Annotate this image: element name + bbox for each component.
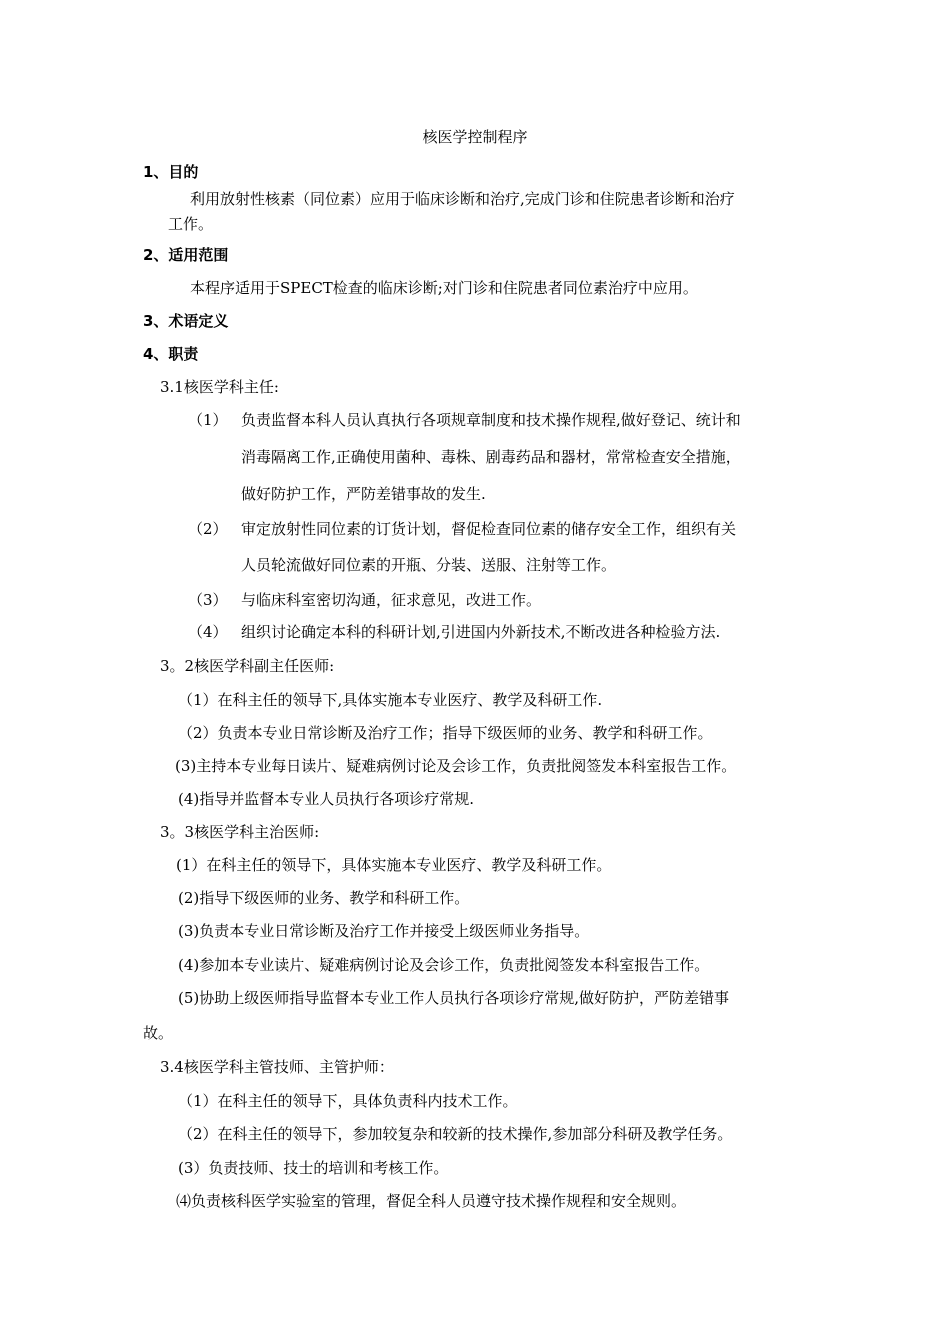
attending-item-continuation: 故。: [143, 1024, 174, 1042]
director-item-number: （4）: [188, 623, 228, 641]
section-heading-purpose: 1、目的: [143, 163, 199, 181]
paragraph-purpose-line-2: 工作。: [168, 215, 214, 233]
director-item-text: 消毒隔离工作,正确使用菌种、毒株、剧毒药品和器材，常常检查安全措施，: [241, 448, 741, 466]
subsection-heading-supervisor-tech: 3.4核医学科主管技师、主管护师：: [160, 1058, 394, 1076]
director-item-text: 组织讨论确定本科的科研计划,引进国内外新技术,不断改进各种检验方法.: [241, 623, 721, 641]
supervisor-tech-item: (3）负责技师、技士的培训和考核工作。: [178, 1159, 449, 1177]
supervisor-tech-item: （1）在科主任的领导下，具体负责科内技术工作。: [178, 1092, 518, 1110]
associate-chief-item: (3)主持本专业每日读片、疑难病例讨论及会诊工作，负责批阅签发本科室报告工作。: [175, 757, 737, 775]
associate-chief-item: (4)指导并监督本专业人员执行各项诊疗常规.: [178, 790, 475, 808]
supervisor-tech-item: ⑷负责核科医学实验室的管理，督促全科人员遵守技术操作规程和安全规则。: [176, 1192, 687, 1210]
director-item-number: （1）: [188, 411, 228, 429]
paragraph-scope: 本程序适用于SPECT检查的临床诊断;对门诊和住院患者同位素治疗中应用。: [190, 279, 698, 297]
associate-chief-item: （2）负责本专业日常诊断及治疗工作；指导下级医师的业务、教学和科研工作。: [178, 724, 713, 742]
supervisor-tech-item: （2）在科主任的领导下，参加较复杂和较新的技术操作,参加部分科研及教学任务。: [178, 1125, 733, 1143]
section-heading-scope: 2、适用范围: [143, 246, 229, 264]
associate-chief-item: （1）在科主任的领导下,具体实施本专业医疗、教学及科研工作.: [178, 691, 603, 709]
subsection-heading-associate-chief: 3。2核医学科副主任医师:: [160, 657, 335, 675]
section-heading-definitions: 3、术语定义: [143, 312, 229, 330]
director-item-text: 审定放射性同位素的订货计划，督促检查同位素的储存安全工作，组织有关: [241, 520, 737, 538]
subsection-heading-director: 3.1核医学科主任:: [160, 378, 279, 396]
page-title: 核医学控制程序: [422, 128, 528, 146]
director-item-text: 与临床科室密切沟通，征求意见，改进工作。: [241, 591, 542, 609]
section-heading-responsibilities: 4、职责: [143, 345, 199, 363]
director-item-number: （3）: [188, 591, 228, 609]
attending-item: (5)协助上级医师指导监督本专业工作人员执行各项诊疗常规,做好防护，严防差错事: [178, 989, 730, 1007]
subsection-heading-attending: 3。3核医学科主治医师:: [160, 823, 320, 841]
attending-item: (3)负责本专业日常诊断及治疗工作并接受上级医师业务指导。: [178, 922, 590, 940]
director-item-number: （2）: [188, 520, 228, 538]
attending-item: (4)参加本专业读片、疑难病例讨论及会诊工作，负责批阅签发本科室报告工作。: [178, 956, 710, 974]
director-item-text: 做好防护工作，严防差错事故的发生.: [241, 485, 486, 503]
director-item-text: 人员轮流做好同位素的开瓶、分装、送服、注射等工作。: [241, 556, 617, 574]
paragraph-purpose-line-1: 利用放射性核素（同位素）应用于临床诊断和治疗,完成门诊和住院患者诊断和治疗: [190, 190, 735, 208]
attending-item: (1）在科主任的领导下，具体实施本专业医疗、教学及科研工作。: [176, 856, 612, 874]
director-item-text: 负责监督本科人员认真执行各项规章制度和技术操作规程,做好登记、统计和: [241, 411, 741, 429]
attending-item: (2)指导下级医师的业务、教学和科研工作。: [178, 889, 470, 907]
